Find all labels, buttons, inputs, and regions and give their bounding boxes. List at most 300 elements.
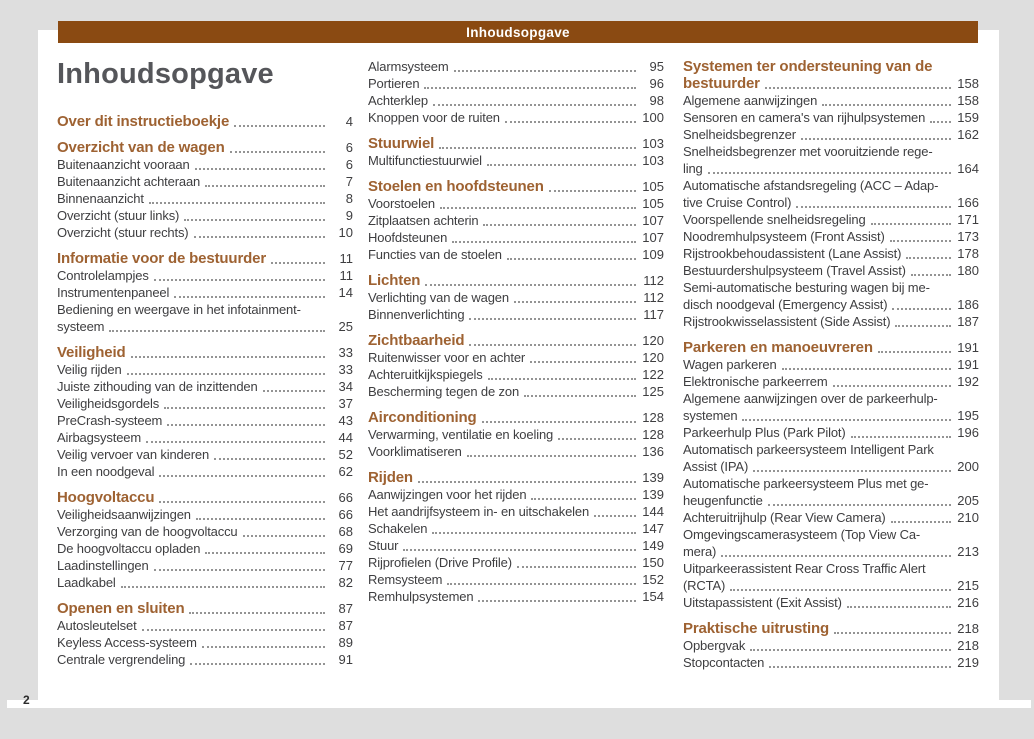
toc-entry <box>683 143 979 177</box>
next-page-edge <box>7 700 1031 708</box>
entry-label: Centrale vergrendeling <box>57 652 186 667</box>
toc-entry <box>57 224 353 241</box>
entry-label: Snelheidsbegrenzer <box>683 127 796 142</box>
toc-entry <box>368 383 664 400</box>
page-ref: 158 <box>957 93 979 108</box>
entry-label: Voorklimatiseren <box>368 444 462 459</box>
entry-label: Hoofdsteunen <box>368 230 448 245</box>
page-ref: 159 <box>957 110 979 125</box>
dot-leader <box>167 424 325 426</box>
toc-section-heading <box>57 250 353 267</box>
dot-leader <box>487 164 636 166</box>
page-ref: 14 <box>338 285 353 300</box>
dot-leader <box>447 583 636 585</box>
page-ref: 105 <box>642 196 664 211</box>
page-ref: 87 <box>338 618 353 633</box>
dot-leader <box>230 151 325 153</box>
toc-entry <box>57 361 353 378</box>
toc-section-heading <box>683 620 979 637</box>
dot-leader <box>890 240 951 242</box>
entry-label: Alarmsysteem <box>368 59 449 74</box>
entry-label: Overzicht (stuur links) <box>57 208 180 223</box>
toc-section-heading <box>57 344 353 361</box>
entry-label: Openen en sluiten <box>57 600 185 617</box>
page-ref: 69 <box>338 541 353 556</box>
dot-leader <box>164 407 325 409</box>
page-ref: 103 <box>642 136 664 151</box>
page-ref: 33 <box>338 345 353 360</box>
page-ref: 95 <box>649 59 664 74</box>
dot-leader <box>190 663 325 665</box>
entry-label: Rijden <box>368 469 413 486</box>
entry-label: Algemene aanwijzingen <box>683 93 818 108</box>
dot-leader <box>478 600 636 602</box>
dot-leader <box>769 666 951 668</box>
entry-label: Veiligheidsaanwijzingen <box>57 507 191 522</box>
entry-label: Buitenaanzicht achteraan <box>57 174 201 189</box>
entry-label: Overzicht (stuur rechts) <box>57 225 189 240</box>
entry-label: Veiligheid <box>57 344 126 361</box>
page-ref: 219 <box>957 655 979 670</box>
toc-entry <box>368 109 664 126</box>
toc-section <box>368 272 664 323</box>
page-ref: 87 <box>338 601 353 616</box>
page-ref: 112 <box>643 273 664 288</box>
page-ref: 218 <box>957 638 979 653</box>
dot-leader <box>911 274 951 276</box>
dot-leader <box>531 498 636 500</box>
page-ref: 68 <box>338 524 353 539</box>
entry-label: Schakelen <box>368 521 428 536</box>
toc-entry <box>368 246 664 263</box>
page-title: Inhoudsopgave <box>57 58 274 90</box>
dot-leader <box>214 458 325 460</box>
toc-entry <box>368 75 664 92</box>
page-ref: 44 <box>338 430 353 445</box>
page-ref: 91 <box>338 652 353 667</box>
entry-label: Rijstrookbehoudassistent (Lane Assist) <box>683 246 902 261</box>
page-ref: 6 <box>345 140 353 155</box>
toc-entry <box>683 279 979 313</box>
entry-label: Knoppen voor de ruiten <box>368 110 500 125</box>
page-ref: 98 <box>649 93 664 108</box>
toc-entry <box>683 356 979 373</box>
dot-leader <box>765 87 951 89</box>
page-ref: 152 <box>642 572 664 587</box>
toc-section <box>57 250 353 335</box>
page-ref: 37 <box>338 396 353 411</box>
entry-label: In een noodgeval <box>57 464 155 479</box>
page-ref: 100 <box>642 110 664 125</box>
page-ref: 173 <box>957 229 979 244</box>
dot-leader <box>424 87 636 89</box>
page-ref: 164 <box>957 161 979 176</box>
page-ref: 4 <box>345 114 353 129</box>
toc-entry <box>683 109 979 126</box>
entry-label: ling <box>683 161 703 176</box>
toc-entry <box>57 156 353 173</box>
toc-entry <box>683 526 979 560</box>
page-ref: 112 <box>643 290 664 305</box>
entry-label: Veilig rijden <box>57 362 122 377</box>
dot-leader <box>558 438 636 440</box>
entry-label: Airbagsysteem <box>57 430 142 445</box>
dot-leader <box>127 373 325 375</box>
entry-label: Algemene aanwijzingen over de parkeerhulp- <box>683 391 938 406</box>
page-ref: 66 <box>338 490 353 505</box>
entry-label: Automatische parkeersysteem Plus met ge- <box>683 476 929 491</box>
toc-section <box>368 135 664 169</box>
dot-leader <box>549 190 636 192</box>
entry-label: Uitparkeerassistent Rear Cross Traffic Alert <box>683 561 926 576</box>
dot-leader <box>768 504 951 506</box>
page-ref: 125 <box>642 384 664 399</box>
toc-entry <box>368 443 664 460</box>
toc-entry <box>57 617 353 634</box>
dot-leader <box>488 378 636 380</box>
toc-entry <box>683 424 979 441</box>
entry-label: Multifunctiestuurwiel <box>368 153 482 168</box>
dot-leader <box>189 612 325 614</box>
entry-label: Airconditioning <box>368 409 477 426</box>
entry-label: tive Cruise Control) <box>683 195 792 210</box>
entry-label: Achteruitkijkspiegels <box>368 367 483 382</box>
toc-entry <box>368 306 664 323</box>
entry-label: Opbergvak <box>683 638 746 653</box>
dot-leader <box>452 241 636 243</box>
page-number-label: 2 <box>23 693 30 707</box>
dot-leader <box>878 351 951 353</box>
dot-leader <box>149 202 325 204</box>
toc-entry <box>57 651 353 668</box>
toc-entry <box>683 228 979 245</box>
toc-entry <box>368 195 664 212</box>
entry-label: Remsysteem <box>368 572 443 587</box>
dot-leader <box>891 521 951 523</box>
entry-label: Remhulpsystemen <box>368 589 474 604</box>
entry-label: Verlichting van de wagen <box>368 290 509 305</box>
toc-section-heading <box>368 135 664 152</box>
entry-label: Stoelen en hoofdsteunen <box>368 178 544 195</box>
toc-entry <box>368 212 664 229</box>
toc-entry <box>683 654 979 671</box>
page-ref: 216 <box>957 595 979 610</box>
page-ref: 191 <box>957 357 979 372</box>
toc-entry <box>57 378 353 395</box>
entry-label: Omgevingscamerasysteem (Top View Ca- <box>683 527 921 542</box>
toc-entry <box>683 262 979 279</box>
toc-section-heading <box>683 58 979 92</box>
entry-label: Laadkabel <box>57 575 116 590</box>
toc-entry <box>57 463 353 480</box>
page-ref: 210 <box>957 510 979 525</box>
dot-leader <box>708 172 951 174</box>
dot-leader <box>721 555 951 557</box>
entry-label: Autosleutelset <box>57 618 137 633</box>
page-ref: 192 <box>957 374 979 389</box>
entry-label: Wagen parkeren <box>683 357 777 372</box>
dot-leader <box>194 236 326 238</box>
page-ref: 191 <box>957 340 979 355</box>
page-ref: 43 <box>338 413 353 428</box>
page-ref: 213 <box>957 544 979 559</box>
dot-leader <box>847 606 951 608</box>
page-ref: 25 <box>338 319 353 334</box>
dot-leader <box>753 470 951 472</box>
entry-label: heugenfunctie <box>683 493 763 508</box>
dot-leader <box>469 318 636 320</box>
toc-entry <box>368 58 664 75</box>
page-ref: 120 <box>642 333 664 348</box>
toc-entry <box>683 245 979 262</box>
entry-label: Veiligheidsgordels <box>57 396 160 411</box>
page-ref: 139 <box>642 487 664 502</box>
page-ref: 150 <box>642 555 664 570</box>
toc-entry <box>683 177 979 211</box>
dot-leader <box>454 70 636 72</box>
dot-leader <box>871 223 951 225</box>
entry-label: Keyless Access-systeem <box>57 635 197 650</box>
dot-leader <box>196 518 325 520</box>
dot-leader <box>205 185 325 187</box>
entry-label: Juiste zithouding van de inzittenden <box>57 379 258 394</box>
page-ref: 6 <box>345 157 353 172</box>
page-ref: 11 <box>339 268 353 283</box>
toc-section-heading <box>57 139 353 156</box>
page-ref: 107 <box>642 213 664 228</box>
dot-leader <box>205 552 325 554</box>
entry-label: Bediening en weergave in het infotainment- <box>57 302 301 317</box>
entry-label: Voorstoelen <box>368 196 436 211</box>
dot-leader <box>750 649 951 651</box>
toc-entry <box>683 390 979 424</box>
toc-entry <box>368 571 664 588</box>
toc-section <box>683 620 979 671</box>
entry-label: Functies van de stoelen <box>368 247 502 262</box>
page-ref: 103 <box>642 153 664 168</box>
toc-entry <box>368 554 664 571</box>
toc-section <box>683 58 979 330</box>
toc-entry <box>57 301 353 335</box>
dot-leader <box>530 361 636 363</box>
toc-section-heading <box>57 113 353 130</box>
toc-section <box>368 469 664 605</box>
dot-leader <box>159 475 325 477</box>
page-ref: 117 <box>643 307 664 322</box>
entry-label: Ruitenwisser voor en achter <box>368 350 526 365</box>
dot-leader <box>202 646 325 648</box>
entry-label: Overzicht van de wagen <box>57 139 225 156</box>
entry-label: PreCrash-systeem <box>57 413 163 428</box>
dot-leader <box>895 325 951 327</box>
dot-leader <box>146 441 325 443</box>
page-ref: 149 <box>642 538 664 553</box>
toc-entry <box>683 637 979 654</box>
entry-label: mera) <box>683 544 717 559</box>
entry-label: Buitenaanzicht vooraan <box>57 157 190 172</box>
entry-label: Zichtbaarheid <box>368 332 465 349</box>
dot-leader <box>440 207 636 209</box>
entry-label: Praktische uitrusting <box>683 620 830 637</box>
toc-section <box>368 409 664 460</box>
toc-entry <box>57 395 353 412</box>
toc-entry <box>57 429 353 446</box>
entry-label: Hoogvoltaccu <box>57 489 155 506</box>
page-ref: 77 <box>338 558 353 573</box>
page-ref: 195 <box>957 408 979 423</box>
toc-entry <box>57 557 353 574</box>
toc-entry <box>683 211 979 228</box>
toc-entry <box>57 173 353 190</box>
dot-leader <box>109 330 325 332</box>
entry-label: disch noodgeval (Emergency Assist) <box>683 297 888 312</box>
dot-leader <box>432 532 636 534</box>
entry-label: Rijprofielen (Drive Profile) <box>368 555 512 570</box>
entry-label: Stuurwiel <box>368 135 435 152</box>
toc-entry <box>57 446 353 463</box>
entry-label: Rijstrookwisselassistent (Side Assist) <box>683 314 891 329</box>
page-ref: 109 <box>642 247 664 262</box>
entry-label: Assist (IPA) <box>683 459 749 474</box>
page-ref: 122 <box>642 367 664 382</box>
dot-leader <box>184 219 325 221</box>
dot-leader <box>418 481 636 483</box>
entry-label: Parkeren en manoeuvreren <box>683 339 873 356</box>
dot-leader <box>403 549 636 551</box>
page-ref: 82 <box>338 575 353 590</box>
page-ref: 107 <box>642 230 664 245</box>
toc-section-heading <box>368 469 664 486</box>
dot-leader <box>514 301 636 303</box>
page-ref: 128 <box>642 410 664 425</box>
toc-entry <box>683 560 979 594</box>
toc-entry <box>57 267 353 284</box>
toc-entry <box>368 588 664 605</box>
dot-leader <box>822 104 951 106</box>
toc-entry <box>683 313 979 330</box>
page-ref: 162 <box>957 127 979 142</box>
dot-leader <box>483 224 636 226</box>
entry-label: Controlelampjes <box>57 268 149 283</box>
toc-entry <box>683 126 979 143</box>
toc-entry <box>368 229 664 246</box>
entry-label: Bestuurdershulpsysteem (Travel Assist) <box>683 263 906 278</box>
dot-leader <box>906 257 951 259</box>
toc-entry <box>368 520 664 537</box>
toc-column-left <box>57 57 353 668</box>
toc-entry <box>57 506 353 523</box>
page-ref: 105 <box>642 179 664 194</box>
toc-section-heading <box>368 409 664 426</box>
page-ref: 147 <box>642 521 664 536</box>
page-ref: 139 <box>642 470 664 485</box>
page-ref: 144 <box>642 504 664 519</box>
dot-leader <box>439 147 636 149</box>
toc-section-heading <box>368 332 664 349</box>
page-ref: 196 <box>957 425 979 440</box>
page-ref: 89 <box>338 635 353 650</box>
toc-section <box>57 139 353 241</box>
toc-entry <box>368 537 664 554</box>
dot-leader <box>263 390 325 392</box>
toc-entry <box>368 152 664 169</box>
page-ref: 34 <box>338 379 353 394</box>
entry-label: Automatische afstandsregeling (ACC – Adap- <box>683 178 939 193</box>
toc-section-heading <box>57 489 353 506</box>
entry-label: Aanwijzingen voor het rijden <box>368 487 527 502</box>
dot-leader <box>507 258 636 260</box>
toc-entry <box>57 190 353 207</box>
page-ref: 62 <box>338 464 353 479</box>
toc-entry <box>57 207 353 224</box>
entry-label: Achteruitrijhulp (Rear View Camera) <box>683 510 886 525</box>
dot-leader <box>833 385 951 387</box>
entry-label: Veilig vervoer van kinderen <box>57 447 210 462</box>
chapter-header-bar <box>58 21 978 43</box>
entry-label: Elektronische parkeerrem <box>683 374 828 389</box>
dot-leader <box>742 419 951 421</box>
entry-label: Achterklep <box>368 93 428 108</box>
page-ref: 200 <box>957 459 979 474</box>
entry-label: Het aandrijfsysteem in- en uitschakelen <box>368 504 590 519</box>
dot-leader <box>930 121 951 123</box>
page-ref: 11 <box>339 251 353 266</box>
page-ref: 180 <box>957 263 979 278</box>
toc-section <box>683 339 979 611</box>
entry-label: Portieren <box>368 76 420 91</box>
page-ref: 186 <box>957 297 979 312</box>
toc-entry <box>368 486 664 503</box>
dot-leader <box>482 421 636 423</box>
toc-section <box>57 489 353 591</box>
page-ref: 205 <box>957 493 979 508</box>
dot-leader <box>467 455 636 457</box>
dot-leader <box>159 501 325 503</box>
toc-section-heading <box>57 600 353 617</box>
entry-label: De hoogvoltaccu opladen <box>57 541 201 556</box>
entry-label: Binnenverlichting <box>368 307 465 322</box>
dot-leader <box>243 535 325 537</box>
entry-label: Stuur <box>368 538 399 553</box>
page-ref: 7 <box>345 174 353 189</box>
entry-label: Uitstapassistent (Exit Assist) <box>683 595 842 610</box>
page-ref: 52 <box>338 447 353 462</box>
toc-entry <box>683 594 979 611</box>
page-ref: 128 <box>642 427 664 442</box>
toc-entry <box>683 373 979 390</box>
dot-leader <box>154 279 325 281</box>
entry-label: Over dit instructieboekje <box>57 113 230 130</box>
toc-section <box>368 178 664 263</box>
page-ref: 158 <box>957 76 979 91</box>
entry-label: Verwarming, ventilatie en koeling <box>368 427 554 442</box>
toc-section <box>368 332 664 400</box>
entry-label: Informatie voor de bestuurder <box>57 250 267 267</box>
entry-label: Instrumentenpaneel <box>57 285 170 300</box>
header-bar-title: Inhoudsopgave <box>466 24 570 40</box>
dot-leader <box>851 436 951 438</box>
dot-leader <box>469 344 636 346</box>
entry-label: Binnenaanzicht <box>57 191 144 206</box>
toc-entry <box>57 412 353 429</box>
toc-section <box>57 113 353 130</box>
dot-leader <box>271 262 325 264</box>
toc-entry <box>368 503 664 520</box>
toc-section <box>368 58 664 126</box>
page-ref: 187 <box>957 314 979 329</box>
page-ref: 166 <box>957 195 979 210</box>
page-ref: 218 <box>957 621 979 636</box>
